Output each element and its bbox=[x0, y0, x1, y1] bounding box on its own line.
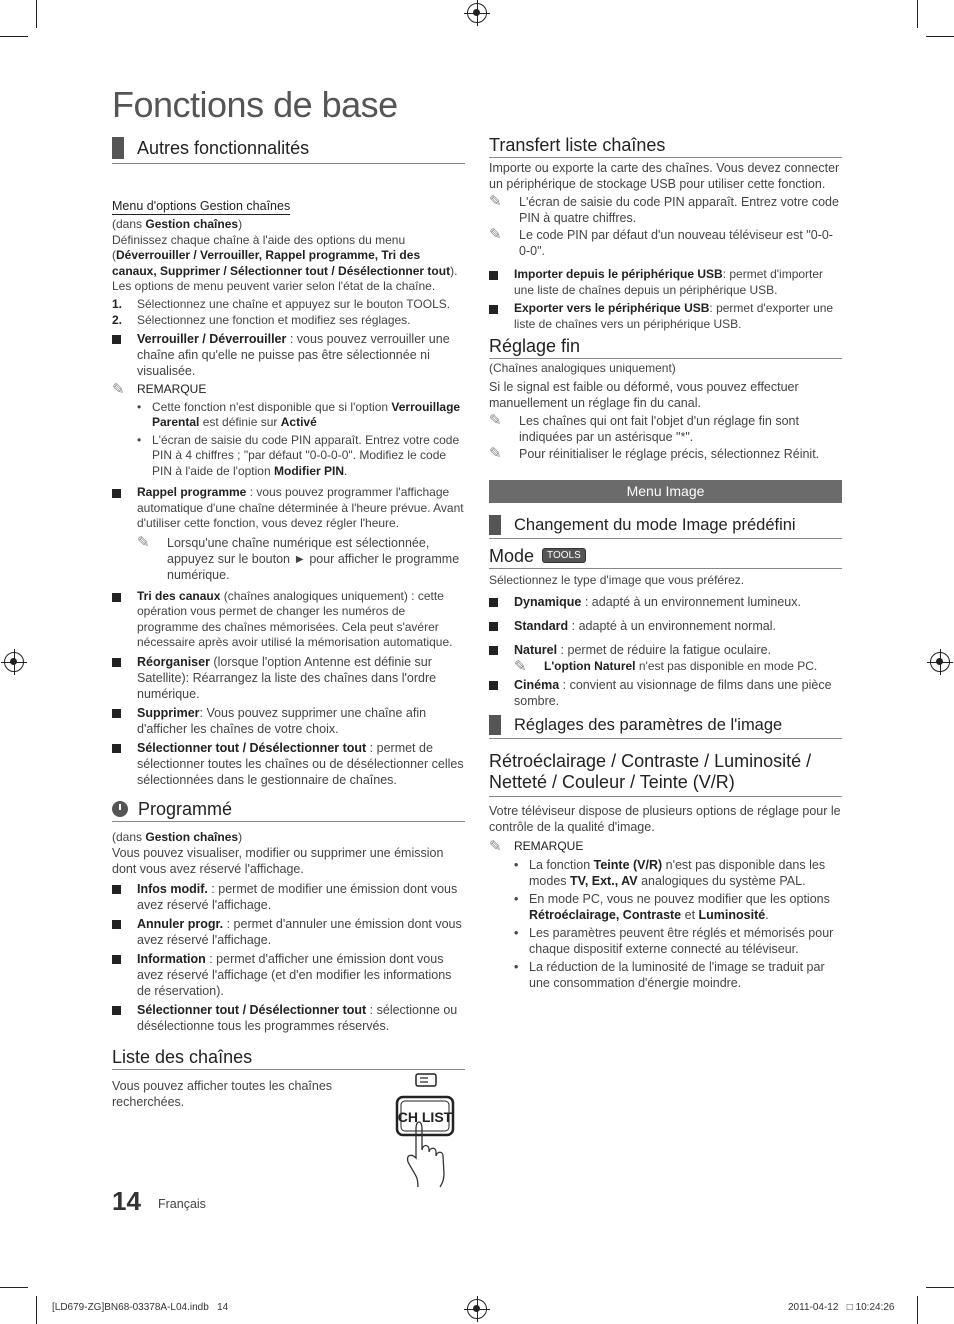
section-heading-liste: Liste des chaînes bbox=[112, 1046, 465, 1070]
crop-mark bbox=[926, 1287, 954, 1288]
section-heading-changement: Changement du mode Image prédéfini bbox=[489, 513, 842, 539]
retro-remarque: ✎ REMARQUE bbox=[489, 838, 584, 855]
square-bullet-icon bbox=[489, 677, 514, 709]
section-heading-mode: Mode TOOLS bbox=[489, 545, 842, 569]
crop-mark bbox=[926, 36, 954, 37]
right-column bbox=[489, 134, 842, 993]
page-title: Fonctions de base bbox=[112, 84, 398, 125]
section-heading-programme: Programmé bbox=[112, 798, 465, 822]
bullet-selectionner-tout: Sélectionner tout / Désélectionner tout : permet de sélectionner toutes les chaînes ou de désélectionner celles sélectionnées dans le gestionnaire de chaînes. bbox=[112, 740, 465, 788]
transfert-note-1: ✎ L'écran de saisie du code PIN apparaît. Entrez votre code PIN à quatre chiffres. bbox=[489, 193, 839, 225]
square-bullet-icon bbox=[112, 881, 137, 913]
bullet-supprimer: Supprimer: Vous pouvez supprimer une chaîne afin d'afficher les chaînes de votre choix. bbox=[112, 705, 465, 737]
clock-icon bbox=[112, 801, 128, 817]
prog-dans-gestion: (dans Gestion chaînes) bbox=[112, 829, 243, 844]
bullet-dynamique: Dynamique : adapté à un environnement lumineux. bbox=[489, 594, 842, 610]
square-bullet-icon bbox=[489, 267, 514, 298]
retro-intro: Votre téléviseur dispose de plusieurs options de réglage pour le contrôle de la qualité d'image. bbox=[489, 804, 841, 834]
bullet-exporter: Exporter vers le périphérique USB: permet d'exporter une liste de chaînes vers un périphérique USB. bbox=[489, 301, 842, 332]
pencil-note-icon: ✎ bbox=[137, 533, 150, 551]
section-heading-reglage: Réglage fin bbox=[489, 335, 842, 359]
section-heading-reglages: Réglages des paramètres de l'image bbox=[489, 713, 842, 739]
square-bullet-icon bbox=[112, 589, 137, 651]
pencil-note-icon: ✎ bbox=[489, 838, 502, 855]
menu-options-title: Menu d'options Gestion chaînes bbox=[112, 199, 291, 213]
bullet-rappel: Rappel programme : vous pouvez programmer l'affichage automatique d'une chaîne déterminée à l'heure prévue. Avant d'utiliser cette fonction, vous devez régler l'heure. bbox=[112, 485, 465, 532]
remarque-item-1: • Cette fonction n'est disponible que si l'option Verrouillage Parental est définie sur Activé bbox=[137, 399, 461, 429]
crop-mark bbox=[0, 1287, 28, 1288]
bullet-annuler-progr: Annuler progr. : permet d'annuler une émission dont vous avez réservé l'affichage. bbox=[112, 916, 465, 948]
section-heading-transfert: Transfert liste chaînes bbox=[489, 134, 842, 158]
crop-mark bbox=[36, 0, 37, 28]
tools-badge-icon: TOOLS bbox=[542, 548, 586, 563]
footer-date: 2011-04-12 □ 10:24:26 bbox=[788, 1302, 895, 1313]
registration-mark-icon bbox=[467, 3, 487, 23]
section-heading-retro: Rétroéclairage / Contraste / Luminosité / Netteté / Couleur / Teinte (V/R) bbox=[489, 751, 842, 797]
bullet-standard: Standard : adapté à un environnement normal. bbox=[489, 618, 842, 634]
reglage-intro: Si le signal est faible ou déformé, vous pouvez effectuer manuellement un réglage fin du canal. bbox=[489, 379, 799, 410]
transfert-intro: Importe ou exporte la carte des chaînes. Vous devez connecter un périphérique de stockage USB pour utiliser cette fonction. bbox=[489, 161, 840, 191]
square-bullet-icon bbox=[112, 485, 137, 532]
bullet-tri: Tri des canaux (chaînes analogiques uniquement) : cette opération vous permet de changer les numéros de programme des chaînes mémorisées. Cela peut s'avérer nécessaire après avoir utilisé la mémorisation automatique. bbox=[112, 589, 465, 651]
remarque-note: ✎ REMARQUE bbox=[112, 380, 207, 398]
section-heading-autres: Autres fonctionnalités bbox=[112, 134, 465, 164]
crop-mark bbox=[36, 1296, 37, 1324]
retro-item-2: • En mode PC, vous ne pouvez modifier que les options Rétroéclairage, Contraste et Luminosité. bbox=[514, 892, 830, 922]
pencil-note-icon: ✎ bbox=[489, 411, 502, 429]
square-bullet-icon bbox=[489, 301, 514, 332]
pencil-note-icon: ✎ bbox=[112, 380, 125, 398]
crop-mark bbox=[917, 1296, 918, 1324]
registration-mark-icon bbox=[467, 1299, 487, 1319]
square-bullet-icon bbox=[112, 654, 137, 702]
crop-mark bbox=[0, 36, 28, 37]
bullet-reorganiser: Réorganiser (lorsque l'option Antenne est définie sur Satellite): Réarrangez la liste des chaînes dans l'ordre numérique. bbox=[112, 654, 465, 702]
footer-file: [LD679-ZG]BN68-03378A-L04.indb 14 bbox=[52, 1302, 229, 1313]
rappel-note: ✎ Lorsqu'une chaîne numérique est sélectionnée, appuyez sur le bouton ► pour afficher le programme numérique. bbox=[137, 533, 460, 582]
list-icon bbox=[416, 1074, 436, 1086]
bullet-naturel: Naturel : permet de réduire la fatigue oculaire. bbox=[489, 642, 842, 658]
retro-item-1: • La fonction Teinte (V/R) n'est pas disponible dans les modes TV, Ext., AV analogiques du système PAL. bbox=[514, 858, 826, 888]
prog-intro: Vous pouvez visualiser, modifier ou supprimer une émission dont vous avez réservé l'affichage. bbox=[112, 846, 444, 876]
square-bullet-icon bbox=[489, 642, 514, 658]
step-1: 1. Sélectionnez une chaîne et appuyez sur le bouton TOOLS. bbox=[112, 296, 451, 311]
page-language: Français bbox=[158, 1197, 206, 1211]
square-bullet-icon bbox=[112, 331, 137, 379]
ch-list-remote-icon bbox=[392, 1070, 462, 1188]
square-bullet-icon bbox=[112, 916, 137, 948]
bullet-information: Information : permet d'afficher une émission dont vous avez réservé l'affichage (et d'en modifier les informations de réservation). bbox=[112, 951, 465, 999]
square-bullet-icon bbox=[489, 594, 514, 610]
reglage-note-1: ✎ Les chaînes qui ont fait l'objet d'un réglage fin sont indiquées par un astérisque "*". bbox=[489, 411, 799, 444]
pencil-note-icon: ✎ bbox=[489, 193, 502, 210]
reglage-note-2: ✎ Pour réinitialiser le réglage précis, sélectionnez Réinit. bbox=[489, 444, 820, 462]
dans-gestion: (dans Gestion chaînes) bbox=[112, 217, 243, 231]
page-number: 14 bbox=[112, 1186, 141, 1216]
bullet-verrouiller: Verrouiller / Déverrouiller : vous pouvez verrouiller une chaîne afin qu'elle ne puisse pas être sélectionnée ni visualisée. bbox=[112, 331, 465, 379]
square-bullet-icon bbox=[112, 705, 137, 737]
intro-paragraph: Définissez chaque chaîne à l'aide des options du menu (Déverrouiller / Verrouiller, Rappel programme, Tri des canaux, Supprimer / Sélectionner tout / Désélectionner tout). Les options de menu peuvent varier selon l'état de la chaîne. bbox=[112, 232, 458, 293]
left-column bbox=[112, 134, 465, 1112]
square-bullet-icon bbox=[112, 1002, 137, 1034]
pencil-note-icon: ✎ bbox=[514, 658, 527, 675]
pencil-note-icon: ✎ bbox=[489, 444, 502, 462]
crop-mark bbox=[917, 0, 918, 28]
bullet-infos-modif: Infos modif. : permet de modifier une émission dont vous avez réservé l'affichage. bbox=[112, 881, 465, 913]
square-bullet-icon bbox=[112, 951, 137, 999]
bullet-selectionner-tout-2: Sélectionner tout / Désélectionner tout : sélectionne ou désélectionne tous les programmes réservés. bbox=[112, 1002, 465, 1034]
reglage-sub: (Chaînes analogiques uniquement) bbox=[489, 361, 676, 375]
registration-mark-icon bbox=[930, 652, 950, 672]
menu-image-bar: Menu Image bbox=[489, 480, 842, 503]
transfert-note-2: ✎ Le code PIN par défaut d'un nouveau téléviseur est "0-0-0-0". bbox=[489, 226, 833, 258]
bullet-cinema: Cinéma : convient au visionnage de films dans une pièce sombre. bbox=[489, 677, 842, 709]
pencil-note-icon: ✎ bbox=[489, 226, 502, 243]
step-2: 2. Sélectionnez une fonction et modifiez ses réglages. bbox=[112, 313, 411, 327]
bullet-importer: Importer depuis le périphérique USB: permet d'importer une liste de chaînes depuis un périphérique USB. bbox=[489, 267, 842, 298]
mode-intro: Sélectionnez le type d'image que vous préférez. bbox=[489, 572, 745, 587]
square-bullet-icon bbox=[489, 618, 514, 634]
ch-list-label: CH LIST bbox=[397, 1109, 453, 1125]
retro-item-3: • Les paramètres peuvent être réglés et mémorisés pour chaque dispositif externe connecté au téléviseur. bbox=[514, 926, 834, 956]
naturel-note: ✎ L'option Naturel n'est pas disponible en mode PC. bbox=[514, 658, 818, 675]
registration-mark-icon bbox=[4, 652, 24, 672]
retro-item-4: • La réduction de la luminosité de l'image se traduit par une consommation d'énergie moindre. bbox=[514, 960, 825, 990]
liste-text: Vous pouvez afficher toutes les chaînes recherchées. bbox=[112, 1079, 333, 1109]
square-bullet-icon bbox=[112, 740, 137, 788]
remarque-item-2: • L'écran de saisie du code PIN apparaît. Entrez votre code PIN à 4 chiffres ; "par défaut "0-0-0-0". Modifiez le code PIN à l'aide de l'option Modifier PIN. bbox=[137, 432, 460, 478]
